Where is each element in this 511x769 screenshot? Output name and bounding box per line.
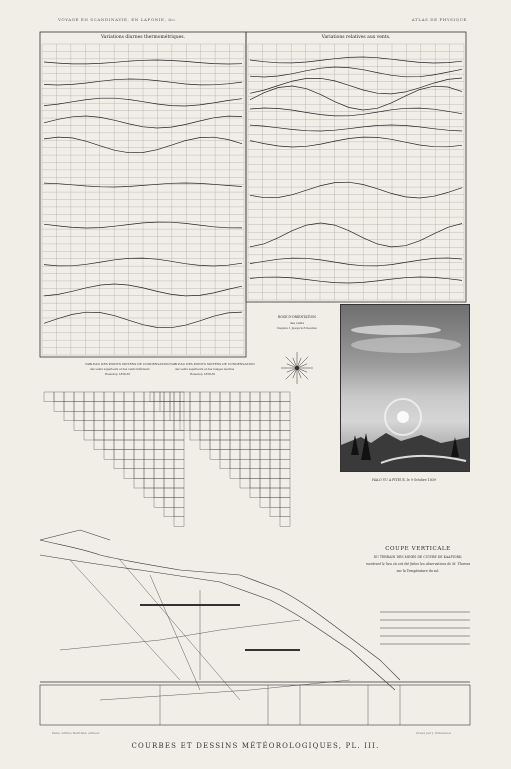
wind-grid (248, 44, 464, 300)
vertical-section-drawing (40, 530, 470, 725)
table-left-date: Bossekop 1838-39 (105, 372, 130, 376)
imprint-left: Paris, Arthus Bertrand, éditeur. (52, 731, 100, 735)
section-subtitle-2: montrant le lieu où ont été faites les observations de M. Thomas (365, 562, 471, 566)
table-left-subtitle: des vents supérieurs et des vents inférieurs (90, 367, 150, 371)
thermometric-chart-title: Variations diurnes thermométriques. (100, 35, 186, 40)
table-right-title: TABLEAU DES POINTS MOYENS DE CONDENSATION (170, 362, 255, 366)
rose-subtitle-2: Depuis 1 jusqu'à 6 heures (277, 326, 317, 330)
plate-title: COURBES ET DESSINS MÉTÉOROLOGIQUES, PL. III. (131, 742, 380, 750)
plate-header-left: VOYAGE EN SCANDINAVIE, EN LAPONIE, &c. (58, 17, 178, 22)
thermometric-grid (42, 44, 244, 355)
section-title: COUPE VERTICALE (385, 546, 451, 552)
wind-rose (281, 352, 313, 384)
condensation-table-grid (44, 392, 290, 526)
table-right-date: Bossekop 1838-39 (190, 372, 215, 376)
halo-engraving (340, 304, 470, 472)
halo-caption: HALO VU A PITEUS, le 9 Octobre 1839 (372, 478, 436, 482)
table-right-subtitle: des vents supérieurs et des nuages neutres (175, 367, 235, 371)
wind-curves (250, 57, 462, 283)
imprint-right: Gravé par J. Dubuisson (416, 731, 451, 735)
rose-title: ROSE D'ORIENTATION (277, 315, 317, 319)
wind-chart-frame (246, 32, 466, 302)
section-subtitle-1: DU TERRAIN DES MINES DE CUIVRE DE KAAFIORD, (373, 555, 463, 559)
plate-header-right: ATLAS DE PHYSIQUE (411, 17, 467, 22)
section-subtitle-3: sur la Température du sol. (396, 569, 440, 573)
wind-chart-title: Variations relatives aux vents. (321, 35, 391, 40)
rose-subtitle-1: des vents (289, 321, 305, 325)
halo-picture (341, 305, 470, 472)
table-left-title: TABLEAU DES POINTS MOYENS DE CONDENSATION (85, 362, 170, 366)
